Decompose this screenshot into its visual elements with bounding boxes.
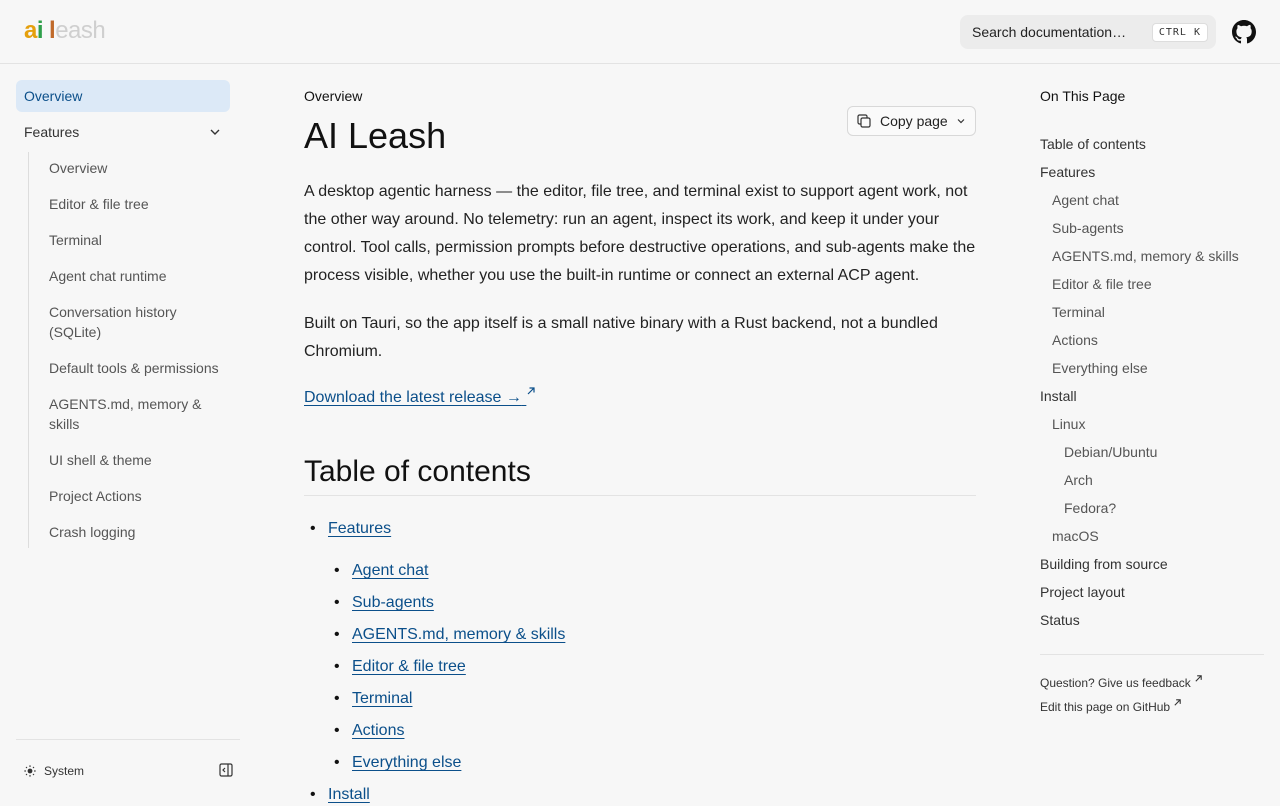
intro-paragraph: A desktop agentic harness — the editor, file tree, and terminal exist to support agent work, not the other way around. No telemetry: run an agent, inspect its work, and keep it under your control. Tool calls, permission prompts before destructive operations, and sub-agents make the process visible, whether you use the built-in runtime or connect an external ACP agent. <box>304 183 976 284</box>
top-header <box>0 0 1280 64</box>
list-item <box>304 518 976 774</box>
logo-a: a <box>24 17 37 44</box>
list-item <box>304 784 976 806</box>
otp-item-features[interactable]: Features <box>1040 164 1096 180</box>
on-this-page-list <box>1040 130 1264 634</box>
toc-link-features[interactable]: Features <box>328 520 392 537</box>
feedback-label: Question? Give us feedback <box>1040 676 1191 690</box>
toc-link-everything-else[interactable]: Everything else <box>352 754 462 771</box>
sidebar-item-default-tools[interactable]: Default tools & permissions <box>49 360 219 376</box>
otp-item-arch[interactable]: Arch <box>1064 472 1093 488</box>
list-item <box>328 720 976 742</box>
otp-item-install[interactable]: Install <box>1040 388 1077 404</box>
list-item <box>328 624 976 646</box>
logo-leash-rest: eash <box>55 17 106 44</box>
toc-link-agent-chat[interactable]: Agent chat <box>352 562 429 579</box>
sidebar-item-project-actions[interactable]: Project Actions <box>49 488 142 504</box>
collapse-sidebar-icon[interactable] <box>219 763 233 777</box>
sidebar-item-editor[interactable]: Editor & file tree <box>49 196 149 212</box>
edit-on-github-link[interactable] <box>1040 695 1264 719</box>
copy-page-button[interactable] <box>847 106 976 136</box>
list-item <box>328 688 976 710</box>
sidebar <box>16 80 230 552</box>
chevron-down-icon <box>208 125 222 139</box>
otp-item-project-layout[interactable]: Project layout <box>1040 584 1125 600</box>
sidebar-group-features[interactable] <box>16 116 230 148</box>
otp-item-editor[interactable]: Editor & file tree <box>1052 276 1152 292</box>
on-this-page-footer <box>1040 654 1264 719</box>
otp-item-macos[interactable]: macOS <box>1052 528 1099 544</box>
list-item <box>328 592 976 614</box>
breadcrumb: Overview <box>304 88 363 104</box>
sun-icon <box>24 765 36 777</box>
external-link-icon <box>526 386 536 396</box>
logo[interactable] <box>24 19 105 45</box>
copy-icon <box>856 113 872 129</box>
sidebar-item-conversation-history[interactable]: Conversation history (SQLite) <box>49 304 177 340</box>
otp-item-sub-agents[interactable]: Sub-agents <box>1052 220 1124 236</box>
sidebar-item-terminal[interactable]: Terminal <box>49 232 102 248</box>
toc-link-terminal[interactable]: Terminal <box>352 690 413 707</box>
chevron-down-icon <box>955 115 967 127</box>
toc-link-sub-agents[interactable]: Sub-agents <box>352 594 434 611</box>
otp-item-agent-chat[interactable]: Agent chat <box>1052 192 1119 208</box>
page-title: AI Leash <box>304 115 447 156</box>
toc-heading: Table of contents <box>304 455 976 496</box>
search-placeholder: Search documentation… <box>972 24 1127 40</box>
toc-link-agents-md[interactable]: AGENTS.md, memory & skills <box>352 626 566 643</box>
logo-leash-l: l <box>49 17 56 44</box>
download-link-label: Download the latest release → <box>304 389 522 406</box>
list-item <box>328 560 976 582</box>
sidebar-item-ui-shell[interactable]: UI shell & theme <box>49 452 152 468</box>
feedback-link[interactable] <box>1040 671 1264 695</box>
edit-label: Edit this page on GitHub <box>1040 700 1171 714</box>
theme-label: System <box>44 764 85 778</box>
theme-toggle[interactable] <box>24 764 84 778</box>
otp-item-building[interactable]: Building from source <box>1040 556 1168 572</box>
logo-leash <box>49 17 105 45</box>
otp-item-everything-else[interactable]: Everything else <box>1052 360 1148 376</box>
sidebar-item-agents-md[interactable]: AGENTS.md, memory & skills <box>49 396 202 432</box>
logo-i: i <box>36 17 44 44</box>
sidebar-features-list <box>28 152 230 548</box>
otp-item-status[interactable]: Status <box>1040 612 1080 628</box>
list-item <box>328 656 976 678</box>
toc-link-actions[interactable]: Actions <box>352 722 405 739</box>
search-input[interactable] <box>960 15 1216 49</box>
copy-page-label: Copy page <box>880 113 948 129</box>
external-link-icon <box>1194 674 1203 683</box>
search-shortcut: CTRL K <box>1152 23 1208 42</box>
otp-item-terminal[interactable]: Terminal <box>1052 304 1105 320</box>
on-this-page <box>1040 88 1264 719</box>
main-content <box>304 80 976 806</box>
toc-link-editor[interactable]: Editor & file tree <box>352 658 466 675</box>
download-link[interactable] <box>304 386 536 407</box>
on-this-page-heading: On This Page <box>1040 88 1126 104</box>
list-item <box>328 752 976 774</box>
tauri-paragraph: Built on Tauri, so the app itself is a small native binary with a Rust backend, not a bundled Chromium. <box>304 315 938 360</box>
sidebar-footer <box>16 739 240 800</box>
otp-item-agents-md[interactable]: AGENTS.md, memory & skills <box>1052 248 1239 264</box>
toc-link-install[interactable]: Install <box>328 786 370 803</box>
sidebar-item-features-overview[interactable]: Overview <box>49 160 108 176</box>
otp-item-actions[interactable]: Actions <box>1052 332 1098 348</box>
otp-item-toc[interactable]: Table of contents <box>1040 136 1146 152</box>
sidebar-item-agent-chat-runtime[interactable]: Agent chat runtime <box>49 268 167 284</box>
otp-item-fedora[interactable]: Fedora? <box>1064 500 1117 516</box>
otp-item-debian[interactable]: Debian/Ubuntu <box>1064 444 1158 460</box>
github-icon[interactable] <box>1232 20 1256 44</box>
sidebar-item-crash-logging[interactable]: Crash logging <box>49 524 136 540</box>
toc-list <box>304 518 976 806</box>
sidebar-item-overview[interactable]: Overview <box>16 80 230 112</box>
external-link-icon <box>1173 698 1182 707</box>
sidebar-group-label: Features <box>24 124 80 140</box>
otp-item-linux[interactable]: Linux <box>1052 416 1086 432</box>
